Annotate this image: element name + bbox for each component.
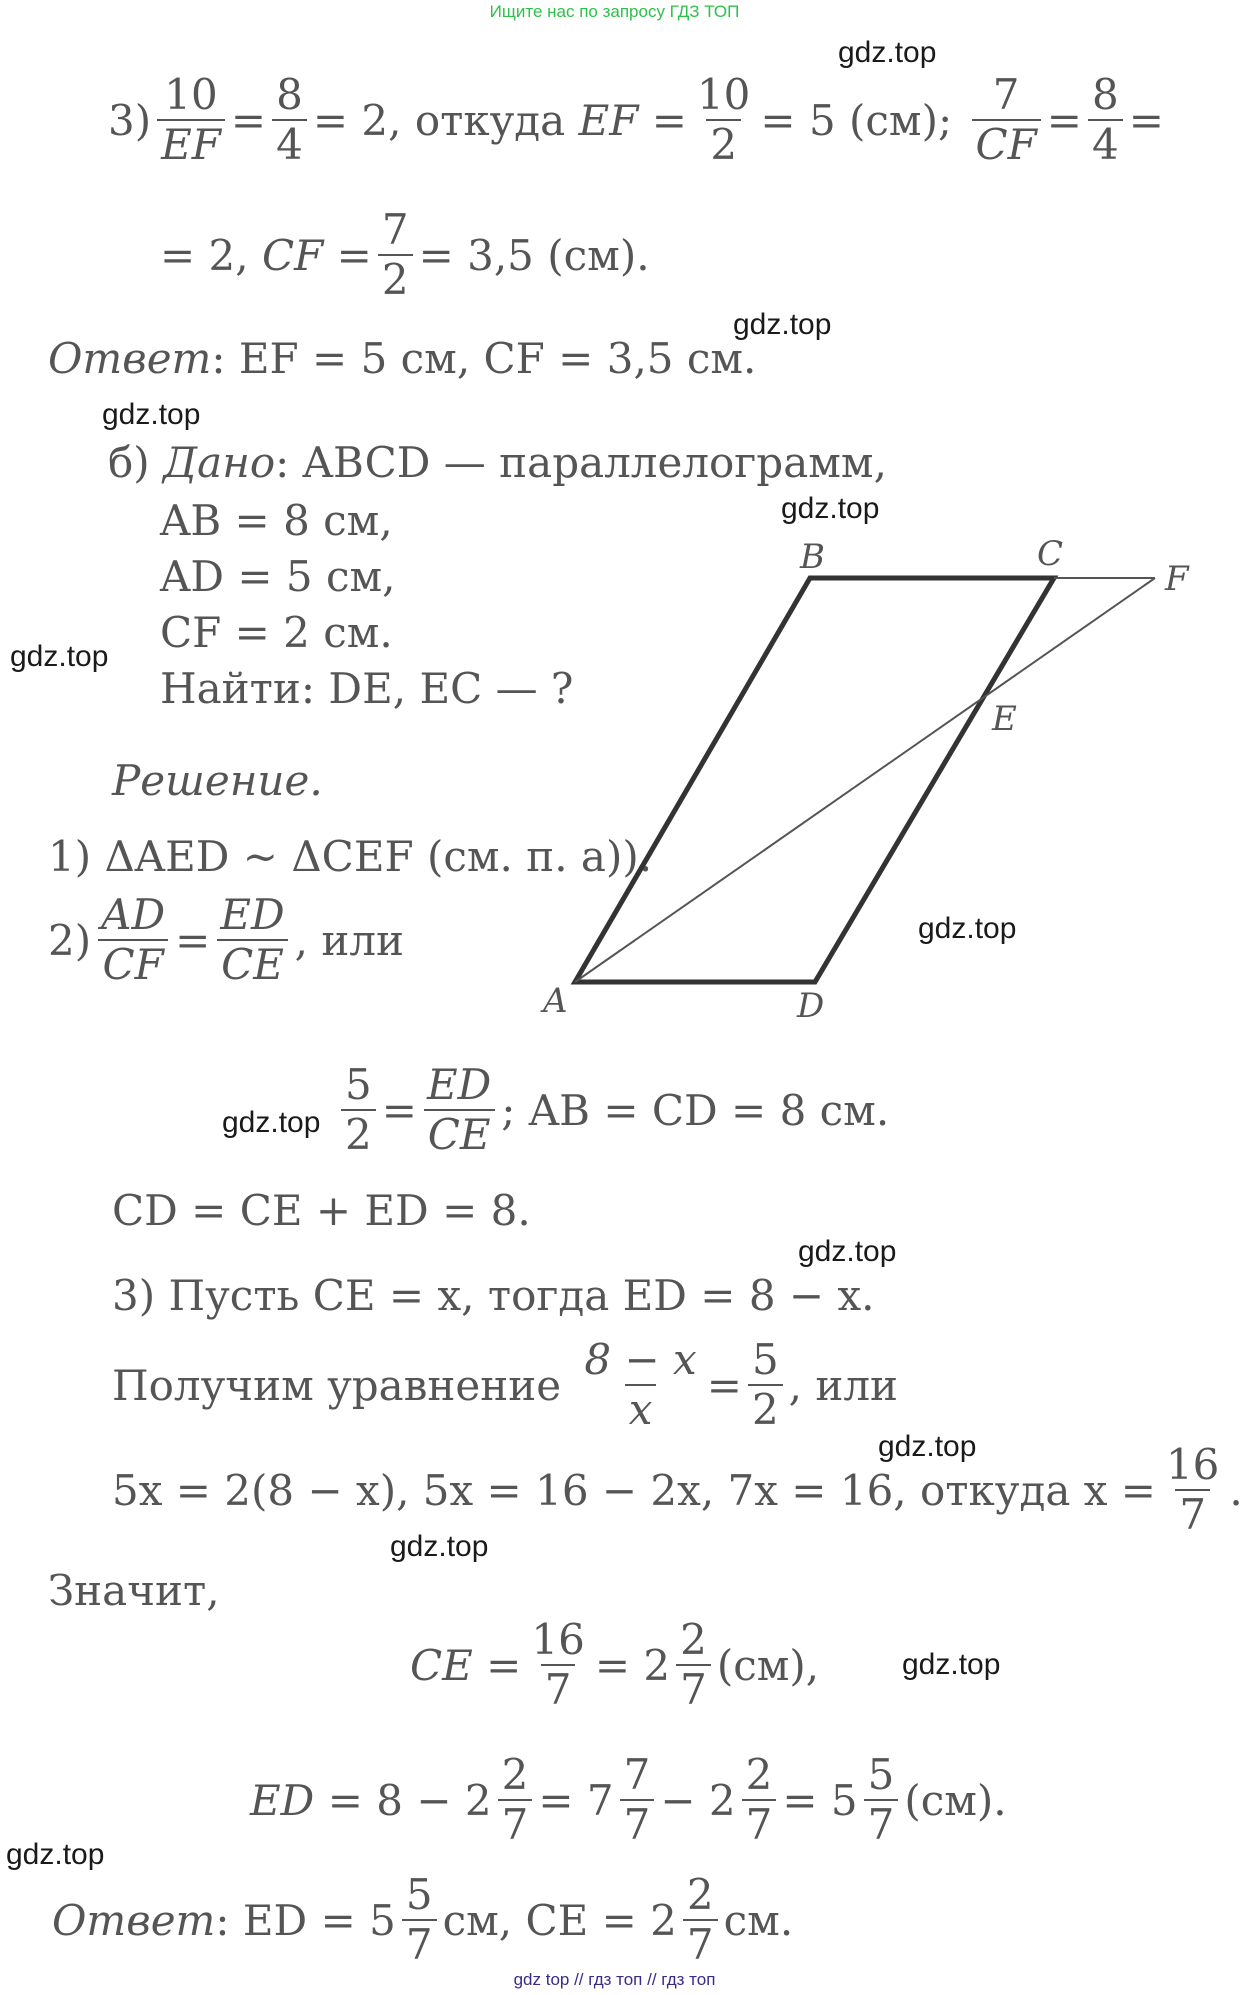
line-af — [575, 578, 1155, 982]
text: . — [1229, 1465, 1243, 1515]
given-ad: AD = 5 см, — [160, 551, 396, 601]
find-line — [160, 658, 573, 718]
parallelogram-diagram — [540, 530, 1220, 1040]
top-banner: Ищите нас по запросу ГДЗ ТОП — [489, 2, 740, 21]
part-a-step3-line2 — [160, 204, 650, 304]
text: = 5 (см); — [760, 95, 953, 145]
fraction: $\frac{8}{4}$ — [272, 73, 307, 167]
equals: = — [651, 95, 687, 145]
ed-result — [250, 1749, 1007, 1849]
text: б) — [108, 437, 150, 487]
fraction: $\frac{5}{2}$ — [341, 1063, 376, 1157]
ce-result — [410, 1614, 820, 1714]
step1: 1) ΔAED ~ ΔCEF (см. п. a)). — [48, 831, 653, 881]
fraction: $\frac{16}{7}$ — [1165, 1439, 1220, 1539]
answer-text: : EF = 5 см, CF = 3,5 см. — [211, 333, 757, 383]
mixed-number: 2 $\frac{2}{7}$ — [643, 1618, 716, 1712]
watermark: gdz.top — [798, 1235, 897, 1268]
fraction: $\frac{ED}{CE}$ — [423, 1063, 495, 1157]
text: : ABCD — параллелограмм, — [275, 437, 887, 487]
fraction: $\frac{7}{7}$ — [620, 1753, 655, 1847]
answer-label: Ответ — [48, 333, 212, 383]
text: = 2, — [160, 230, 249, 280]
equals: = — [1128, 95, 1164, 145]
given-cf: CF = 2 см. — [160, 607, 393, 657]
watermark: gdz.top — [918, 912, 1017, 945]
text: CF — [261, 230, 324, 280]
text: EF — [578, 95, 639, 145]
text: = 5 — [782, 1775, 858, 1825]
text: = 8 − 2 — [327, 1775, 492, 1825]
find-text: DE, EC — ? — [328, 663, 574, 713]
fraction: $\frac{2}{7}$ — [683, 1873, 718, 1967]
equals: = — [381, 1085, 417, 1135]
text: (см), — [716, 1640, 820, 1690]
fraction: $\frac{7}{CF}$ — [972, 73, 1041, 167]
watermark: gdz.top — [878, 1430, 977, 1463]
watermark: gdz.top — [222, 1106, 321, 1139]
fraction: $\frac{8 - x}{x}$ — [584, 1334, 697, 1434]
step-label: 2) — [48, 915, 92, 965]
fraction: $\frac{10}{2}$ — [696, 69, 751, 169]
part-b-given — [108, 432, 887, 492]
text: , или — [788, 1360, 899, 1410]
equals: = — [336, 230, 372, 280]
part-b-answer — [52, 1869, 794, 1969]
text: : ED = 5 — [215, 1895, 396, 1945]
step2 — [48, 889, 405, 989]
fraction: $\frac{5}{7}$ — [402, 1873, 437, 1967]
text: = 3,5 (см). — [418, 230, 650, 280]
text: CE — [410, 1640, 473, 1690]
step-label: 3) — [108, 95, 152, 145]
fraction: $\frac{AD}{CF}$ — [97, 893, 169, 987]
part-a-step3-line1 — [108, 69, 1164, 169]
watermark: gdz.top — [10, 640, 109, 673]
fraction: $\frac{16}{7}$ — [531, 1614, 585, 1714]
watermark: gdz.top — [902, 1648, 1001, 1681]
fraction: $\frac{7}{2}$ — [378, 208, 413, 302]
equals: = — [230, 95, 267, 145]
part-a-answer — [48, 328, 756, 388]
fraction: $\frac{ED}{CE}$ — [216, 893, 288, 987]
watermark: gdz.top — [102, 398, 201, 431]
equation-line — [112, 1334, 899, 1434]
step3: 3) Пусть CE = x, тогда ED = 8 − x. — [112, 1270, 875, 1320]
vertex-label-e: E — [992, 699, 1017, 739]
answer-label: Ответ — [52, 1895, 216, 1945]
fraction: $\frac{10}{EF}$ — [157, 73, 225, 167]
text: − 2 — [660, 1775, 736, 1825]
vertex-label-b: B — [800, 537, 825, 577]
fraction: $\frac{8}{4}$ — [1088, 73, 1123, 167]
solution-heading: Решение. — [112, 755, 323, 805]
text: , или — [294, 915, 405, 965]
fraction: $\frac{2}{7}$ — [742, 1753, 777, 1847]
text: ; AB = CD = 8 см. — [501, 1085, 890, 1135]
fraction: $\frac{2}{7}$ — [498, 1753, 533, 1847]
watermark: gdz.top — [390, 1530, 489, 1563]
text: = 2, откуда — [312, 95, 566, 145]
equals: = — [486, 1640, 522, 1690]
therefore: Значит, — [48, 1565, 220, 1615]
watermark: gdz.top — [6, 1838, 105, 1871]
text: см, CE = 2 — [442, 1895, 677, 1945]
vertex-label-d: D — [797, 986, 825, 1026]
watermark: gdz.top — [733, 308, 832, 341]
given-label: Дано — [163, 437, 276, 487]
footer: gdz top // гдз топ // гдз топ — [513, 1970, 716, 1989]
fraction: $\frac{5}{7}$ — [864, 1753, 899, 1847]
find-label: Найти: — [160, 663, 316, 713]
vertex-label-a: A — [543, 981, 568, 1021]
equals: = — [175, 915, 211, 965]
equals: = — [1046, 95, 1082, 145]
step2c: CD = CE + ED = 8. — [112, 1185, 531, 1235]
fraction: $\frac{5}{2}$ — [748, 1338, 783, 1432]
equals: = — [594, 1640, 631, 1690]
watermark: gdz.top — [781, 492, 880, 525]
text: см. — [723, 1895, 794, 1945]
vertex-label-c: C — [1037, 534, 1064, 574]
given-ab: AB = 8 см, — [160, 495, 393, 545]
text: Получим уравнение — [112, 1360, 562, 1410]
watermark: gdz.top — [838, 36, 937, 69]
equals: = — [706, 1360, 742, 1410]
text: ED — [250, 1775, 315, 1825]
text: 5x = 2(8 − x), 5x = 16 − 2x, 7x = 16, откуда x = — [112, 1465, 1156, 1515]
text: = 7 — [538, 1775, 614, 1825]
text: (см). — [904, 1775, 1007, 1825]
step2b — [335, 1059, 890, 1159]
vertex-label-f: F — [1165, 559, 1189, 599]
